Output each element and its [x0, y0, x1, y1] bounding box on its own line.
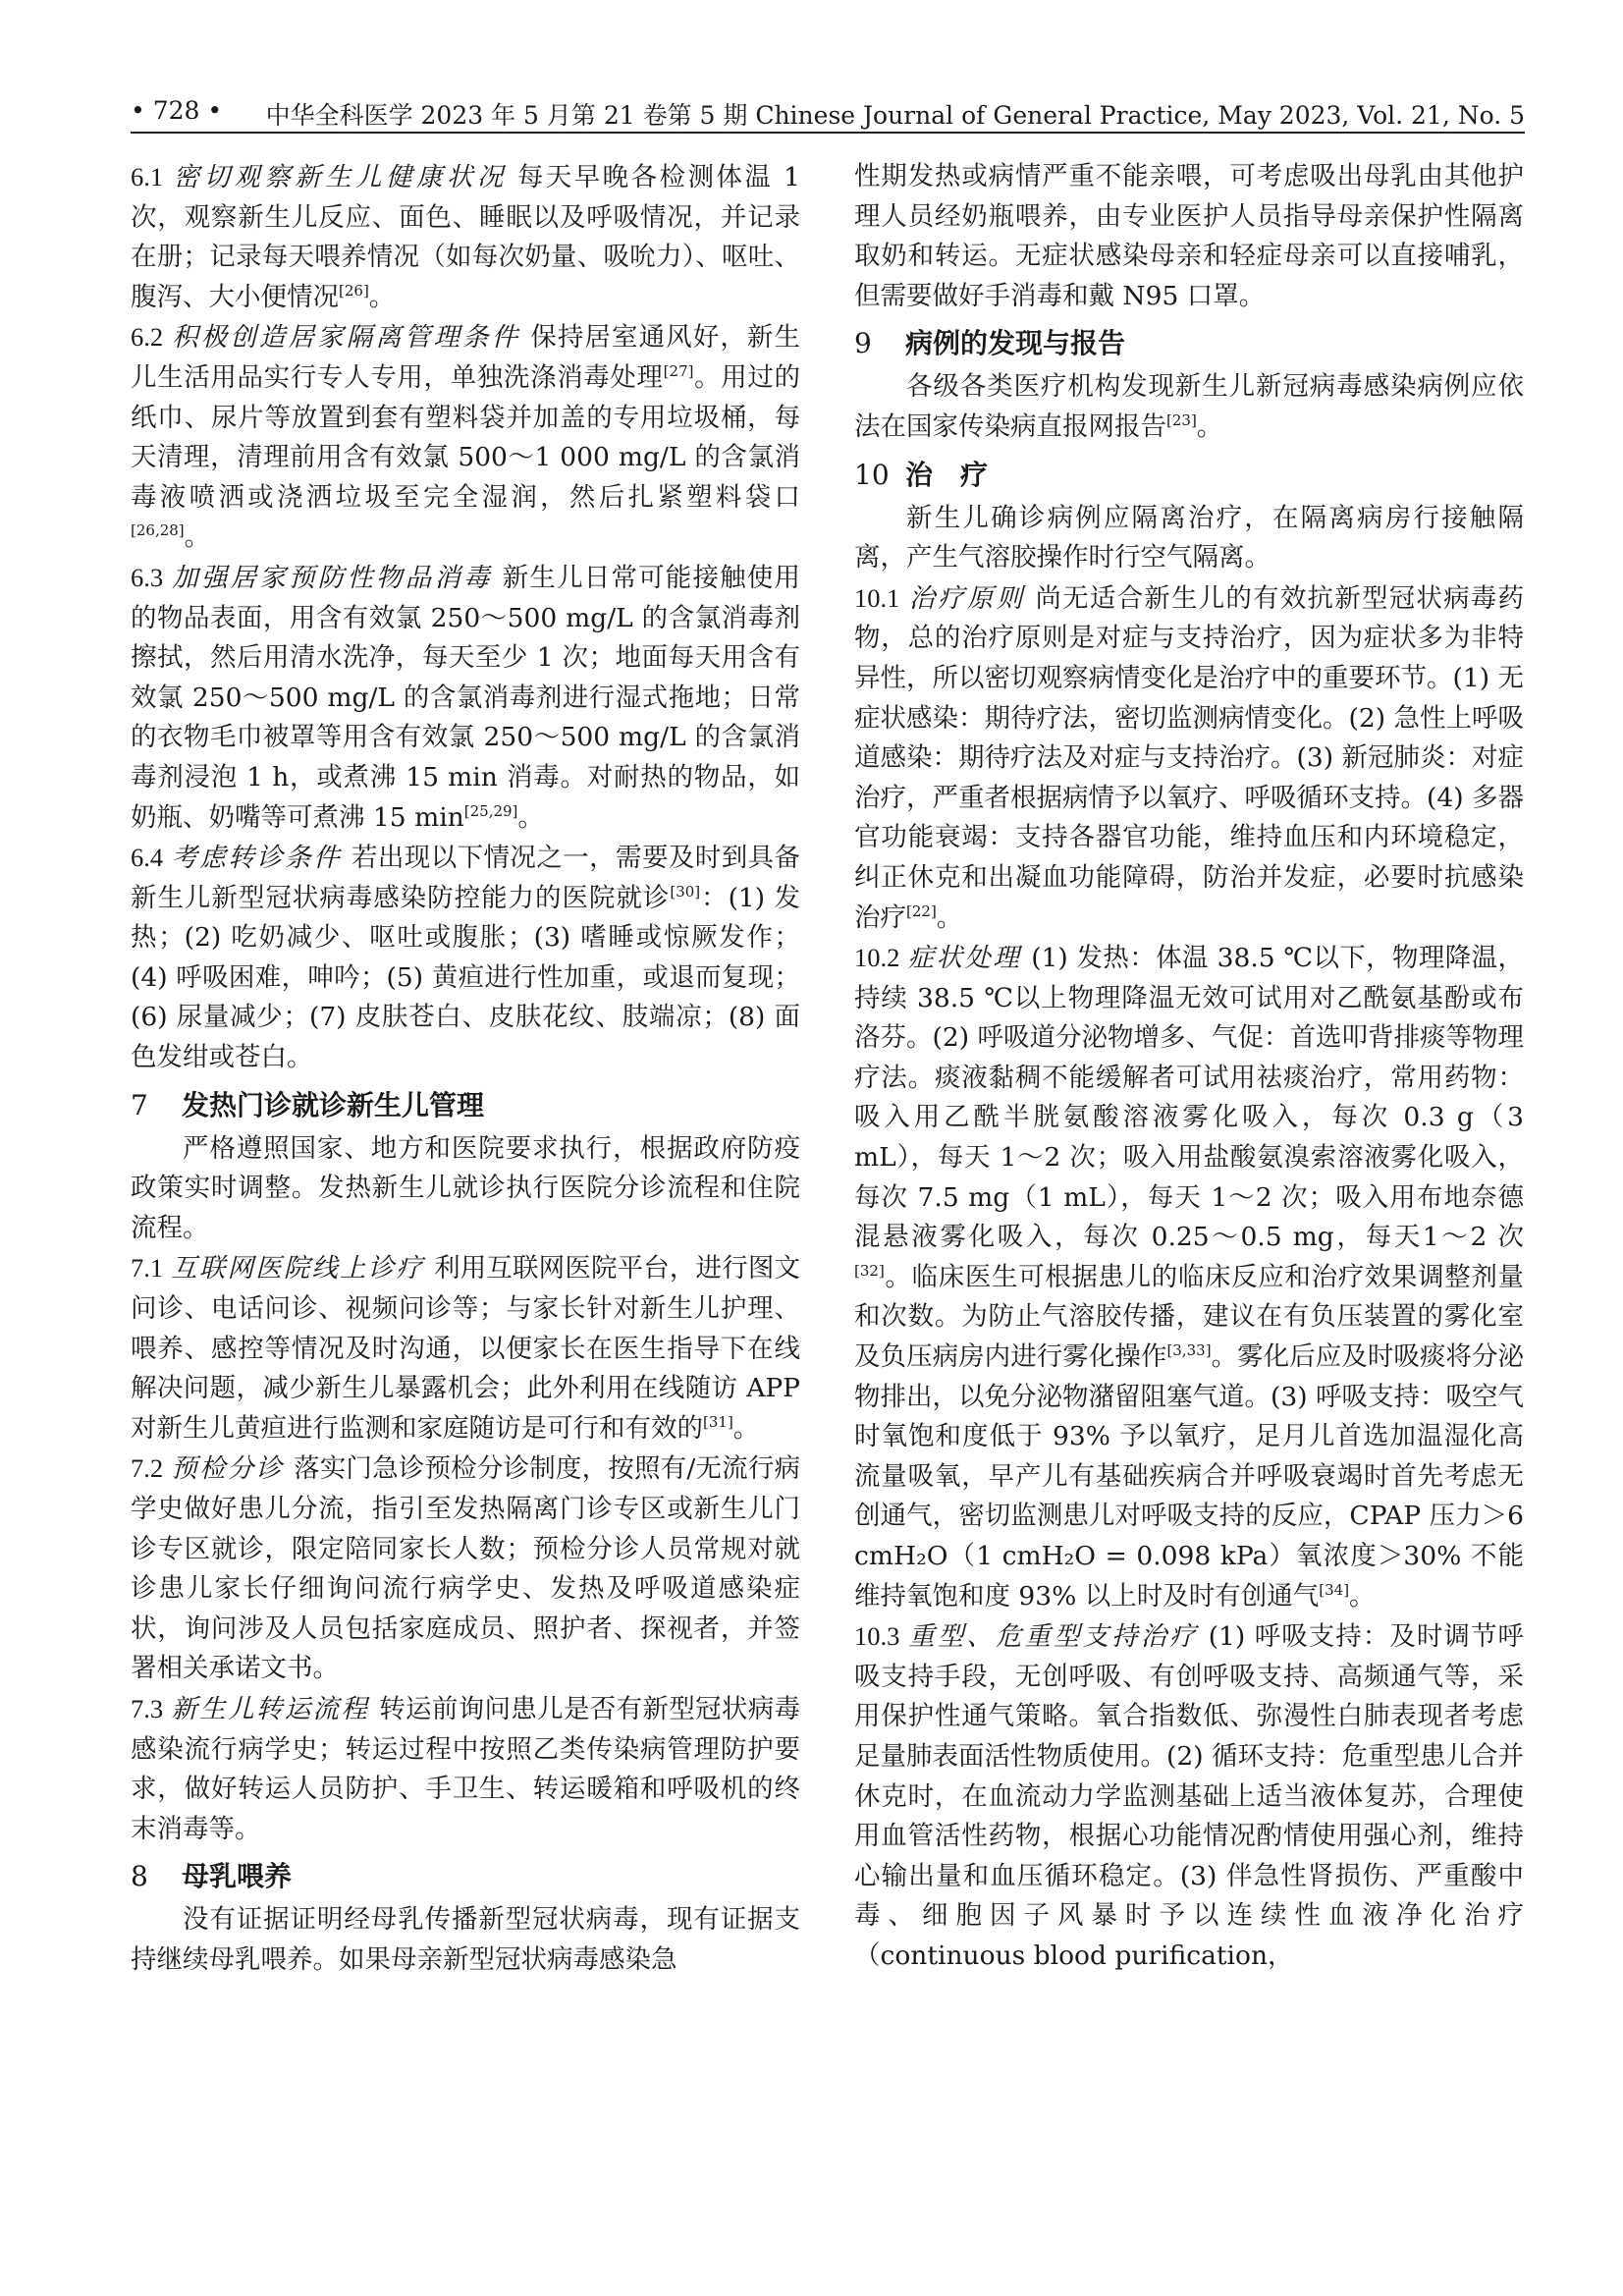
section-7-3: 7.3 新生儿转运流程 转运前询问患儿是否有新型冠状病毒感染流行病学史；转运过程中按照乙类传染病管理防护要求，做好转运人员防护、手卫生、转运暖箱和呼吸机的终末消毒等。 [131, 1693, 801, 1844]
heading-8: 8 母乳喂养 [131, 1860, 293, 1893]
section-6-4: 6.4 考虑转诊条件 若出现以下情况之一，需要及时到具备新生儿新型冠状病毒感染防控能力的医院就诊[30]：(1) 发热；(2) 吃奶减少、呕吐或腹胀；(3) 嗜睡或惊厥发作；(4) 呼吸困难，呻吟；(5) 黄疸进行性加重，或退而复现；(6) 尿量减少；(7) 皮肤苍白、皮肤花纹、肢端凉；(8) 面色发绀或苍白。 [131, 843, 801, 1073]
running-header [131, 96, 1525, 134]
citation: [34] [1319, 1580, 1350, 1599]
section-6-3: 6.3 加强居家预防性物品消毒 新生儿日常可能接触使用的物品表面，用含有效氯 250～500 mg/L 的含氯消毒剂擦拭，然后用清水洗净，每天至少 1 次；地面每天用含有效氯 250～500 mg/L 的含氯消毒剂进行湿式拖地；日常的衣物毛巾被罩等用含有效氯 250～500 mg/L 的含氯消毒剂浸泡 1 h，或煮沸 15 min 消毒。对耐热的物品，如奶瓶、奶嘴等可煮沸 15 min[25,29]。 [131, 562, 801, 833]
paragraph-9: 各级各类医疗机构发现新生儿新冠病毒感染病例应依法在国家传染病直报网报告[23]。 [854, 371, 1524, 442]
section-10-1: 10.1 治疗原则 尚无适合新生儿的有效抗新型冠状病毒药物，总的治疗原则是对症与支持治疗，因为症状多为非特异性，所以密切观察病情变化是治疗中的重要环节。(1) 无症状感染：期待疗法，密切监测病情变化。(2) 急性上呼吸道感染：期待疗法及对症与支持治疗。(3) 新冠肺炎：对症治疗，严重者根据病情予以氧疗、呼吸循环支持。(4) 多器官功能衰竭：支持各器官功能，维持血压和内环境稳定，纠正休克和出凝血功能障碍，防治并发症，必要时抗感染治疗[22]。 [854, 582, 1525, 933]
section-7-2: 7.2 预检分诊 落实门急诊预检分诊制度，按照有/无流行病学史做好患儿分流，指引至发热隔离门诊专区或新生儿门诊专区就诊，限定陪同家长人数；预检分诊人员常规对就诊患儿家长仔细询问流行病学史、发热及呼吸道感染症状，询问涉及人员包括家庭成员、照护者、探视者，并签署相关承诺文书。 [131, 1453, 801, 1684]
section-10-3: 10.3 重型、危重型支持治疗 (1) 呼吸支持：及时调节呼吸支持手段，无创呼吸、有创呼吸支持、高频通气等，采用保护性通气策略。氧合指数低、弥漫性白肺表现者考虑足量肺表面活性物质使用。(2) 循环支持：危重型患儿合并休克时，在血流动力学监测基础上适当液体复苏，合理使用血管活性药物，根据心功能情况酌情使用强心剂，维持心输出量和血压循环稳定。(3) 伴急性肾损伤、严重酸中毒、细胞因子风暴时予以连续性血液净化治疗（continuous blood purification， [854, 1621, 1524, 1971]
citation: [3,33] [1166, 1341, 1212, 1360]
heading-7: 7 发热门诊就诊新生儿管理 [131, 1088, 485, 1121]
section-10-1-title: 治疗原则 [907, 582, 1026, 614]
section-7-1-title: 互联网医院线上诊疗 [171, 1253, 425, 1285]
citation: [31] [703, 1412, 733, 1431]
paragraph-8: 没有证据证明经母乳传播新型冠状病毒，现有证据支持继续母乳喂养。如果母亲新型冠状病毒感染急 [131, 1904, 800, 1975]
citation: [26] [339, 281, 369, 300]
paragraph-8-continued: 性期发热或病情严重不能亲喂，可考虑吸出母乳由其他护理人员经奶瓶喂养，由专业医护人员指导母亲保护性隔离取奶和转运。无症状感染母亲和轻症母亲可以直接哺乳，但需要做好手消毒和戴 N95 口罩。 [854, 161, 1524, 311]
citation: [23] [1166, 411, 1197, 430]
citation: [25,29] [463, 801, 518, 820]
section-10-3-title: 重型、危重型支持治疗 [907, 1621, 1199, 1653]
right-column [854, 157, 1524, 1977]
paragraph-7: 严格遵照国家、地方和医院要求执行，根据政府防疫政策实时调整。发热新生儿就诊执行医院分诊流程和住院流程。 [131, 1132, 800, 1243]
page-number: • 728 • [131, 96, 223, 125]
citation: [22] [906, 902, 937, 920]
section-7-1: 7.1 互联网医院线上诊疗 利用互联网医院平台，进行图文问诊、电话问诊、视频问诊等；与家长针对新生儿护理、喂养、感控等情况及时沟通，以便家长在医生指导下在线解决问题，减少新生儿暴露机会；此外利用在线随访 APP 对新生儿黄疸进行监测和家庭随访是可行和有效的[31]。 [131, 1253, 801, 1444]
citation: [32] [854, 1262, 885, 1281]
heading-10: 10 治 疗 [854, 458, 989, 491]
section-7-3-title: 新生儿转运流程 [171, 1693, 370, 1724]
left-column [131, 157, 800, 1981]
citation: [27] [663, 362, 694, 381]
citation: [30] [670, 882, 701, 901]
section-6-1-title: 密切观察新生儿健康状况 [171, 162, 508, 192]
section-6-1: 6.1 密切观察新生儿健康状况 每天早晚各检测体温 1 次，观察新生儿反应、面色、睡眠以及呼吸情况，并记录在册；记录每天喂养情况（如每次奶量、吸吮力）、呕吐、腹泻、大小便情况[26]。 [131, 162, 800, 312]
heading-9: 9 病例的发现与报告 [854, 327, 1126, 360]
section-6-2-title: 积极创造居家隔离管理条件 [171, 322, 521, 354]
section-6-3-title: 加强居家预防性物品消毒 [171, 562, 493, 593]
section-10-2-title: 症状处理 [907, 943, 1022, 974]
paragraph-10: 新生儿确诊病例应隔离治疗，在隔离病房行接触隔离，产生气溶胶操作时行空气隔离。 [854, 502, 1524, 574]
journal-citation: 中华全科医学 2023 年 5 月第 21 卷第 5 期 Chinese Journal of General Practice, May 2023, Vol. 21, No. 5 [265, 101, 1525, 130]
section-10-2: 10.2 症状处理 (1) 发热：体温 38.5 ℃以下，物理降温，持续 38.5 ℃以上物理降温无效可试用对乙酰氨基酚或布洛芬。(2) 呼吸道分泌物增多、气促：首选叩背排痰等物理疗法。痰液黏稠不能缓解者可试用祛痰治疗，常用药物：吸入用乙酰半胱氨酸溶液雾化吸入，每次 0.3 g（3 mL），每天 1～2 次；吸入用盐酸氨溴索溶液雾化吸入，每次 7.5 mg（1 mL），每天 1～2 次；吸入用布地奈德混悬液雾化吸入，每次 0.25～0.5 mg，每天1～2 次[32]。临床医生可根据患儿的临床反应和治疗效果调整剂量和次数。为防止气溶胶传播，建议在有负压装置的雾化室及负压病房内进行雾化操作[3,33]。雾化后应及时吸痰将分泌物排出，以免分泌物潴留阻塞气道。(3) 呼吸支持：吸空气时氧饱和度低于 93% 予以氧疗，足月儿首选加温湿化高流量吸氧，早产儿有基础疾病合并呼吸衰竭时首先考虑无创通气，密切监测患儿对呼吸支持的反应，CPAP 压力＞6 cmH₂O（1 cmH₂O = 0.098 kPa）氧浓度＞30% 不能维持氧饱和度 93% 以上时及时有创通气[34]。 [854, 943, 1525, 1612]
citation: [26,28] [131, 521, 185, 540]
section-6-4-title: 考虑转诊条件 [171, 843, 342, 874]
section-7-2-title: 预检分诊 [171, 1453, 285, 1485]
section-6-2: 6.2 积极创造居家隔离管理条件 保持居室通风好，新生儿生活用品实行专人专用，单独洗涤消毒处理[27]。用过的纸巾、尿片等放置到套有塑料袋并加盖的专用垃圾桶，每天清理，清理前用含有效氯 500～1 000 mg/L 的含氯消毒液喷洒或浇洒垃圾至完全湿润，然后扎紧塑料袋口[26,28]。 [131, 322, 801, 553]
